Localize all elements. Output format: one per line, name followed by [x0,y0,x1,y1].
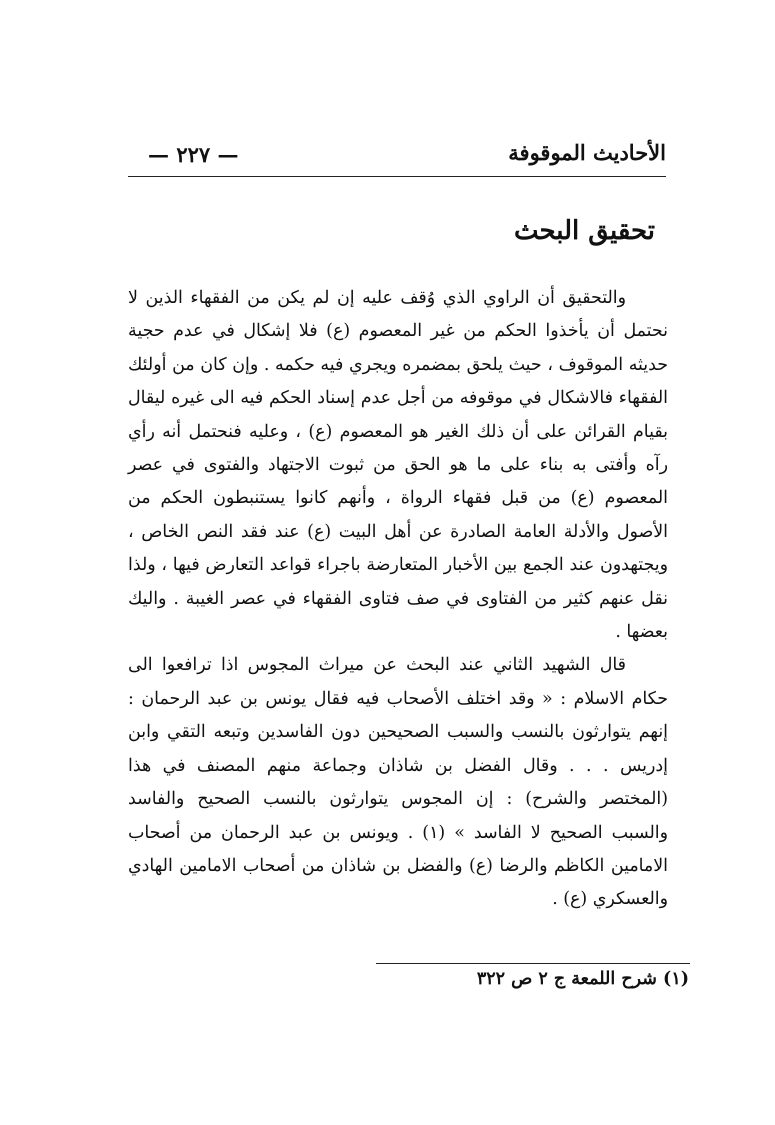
paragraph-2: قال الشهيد الثاني عند البحث عن ميراث المجوس اذا ترافعوا الى حكام الاسلام : « وقد اختلف الأصحاب فيه فقال يونس بن عبد الرحمان : إنهم يتوارثون بالنسب والسبب الصحيحين دون الفاسدين وتبعه التقي وابن إدريس . . . وقال الفضل بن شاذان وجماعة منهم المصنف في هذا (المختصر والشرح) : إن المجوس يتوارثون بالنسب الصحيح والفاسد والسبب الصحيح لا الفاسد » (١) . ويونس بن عبد الرحمان من أصحاب الامامين الكاظم والرضا (ع) والفضل بن شاذان من أصحاب الامامين الهادي والعسكري (ع) . [128,655,668,910]
footnote-separator [376,963,690,964]
footnote: (١) شرح اللمعة ج ٢ ص ٣٢٢ [476,969,689,989]
page-number: — ٢٢٧ — [148,142,239,167]
body-text [128,282,668,917]
section-heading: تحقيق البحث [513,216,655,246]
paragraph-1: والتحقيق أن الراوي الذي وُقف عليه إن لم يكن من الفقهاء الذين لا نحتمل أن يأخذوا الحكم من غير المعصوم (ع) فلا إشكال في عدم حجية حديثه الموقوف ، حيث يلحق بمضمره ويجري فيه حكمه . وإن كان من أولئك الفقهاء فالاشكال في موقوفه من أجل عدم إسناد الحكم فيه الى غيره ليقال بقيام القرائن على أن ذلك الغير هو المعصوم (ع) ، وعليه فنحتمل أنه رأي رآه وأفتى به بناء على ما هو الحق من ثبوت الاجتهاد والفتوى في عصر المعصوم (ع) من قبل فقهاء الرواة ، وأنهم كانوا يستنبطون الحكم من الأصول والأدلة العامة الصادرة عن أهل البيت (ع) عند فقد النص الخاص ، ويجتهدون عند الجمع بين الأخبار المتعارضة باجراء قواعد التعارض فيها ، ولذا نقل عنهم كثير من الفتاوى في صف فتاوى الفقهاء في عصر الغيبة . واليك بعضها . [128,288,668,643]
page-header [128,140,666,177]
running-title: الأحاديث الموقوفة [508,140,666,165]
